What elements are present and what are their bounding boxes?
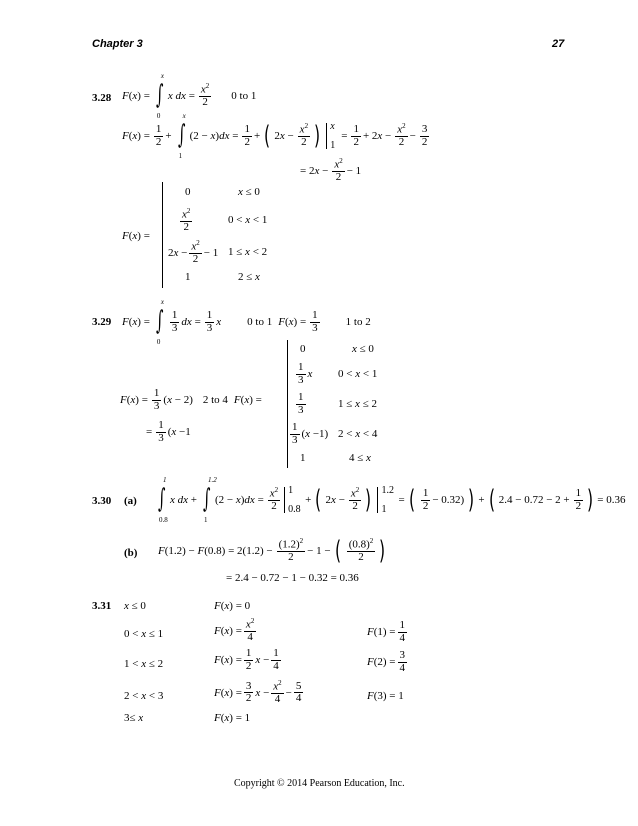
row-3-31-0-cond: x ≤ 0 [124,600,146,612]
case-3-29-3-expr: $\frac{1}{3}$ (x −1) [292,421,329,446]
row-3-31-3-cond: 2 < x < 3 [124,690,164,702]
case-3-28-2-cond: 1 ≤ x < 2 [228,246,268,258]
case-3-29-4-expr: 1 [300,452,306,464]
page-number: 27 [552,38,565,50]
case-3-29-0-cond: x ≤ 0 [352,343,374,355]
cases-brace-3-29 [287,340,288,468]
problem-number-3-28: 3.28 [92,92,112,104]
row-3-31-1-val: F(1) = $\frac{1}{4}$ [367,619,406,644]
case-3-28-2-expr: 2x − $\frac{x^2}{2}$ − 1 [168,239,219,266]
case-3-28-0-expr: 0 [185,186,191,198]
eq-3-28-line1: F(x) = ∫ x 0 x dx = $\frac{x^2}{2}$ 0 to 1 [122,72,257,120]
eq-3-28-line3: = 2x − $\frac{x^2}{2}$ − 1 [300,157,362,184]
case-3-29-3-cond: 2 < x < 4 [338,428,378,440]
case-3-29-1-cond: 0 < x < 1 [338,368,378,380]
case-3-28-3-cond: 2 ≤ x [238,271,260,283]
row-3-31-2-val: F(2) = $\frac{3}{4}$ [367,649,406,674]
problem-number-3-31: 3.31 [92,600,112,612]
problem-number-3-30: 3.30 [92,495,112,507]
chapter-header: Chapter 3 [92,38,143,50]
copyright-footer: Copyright © 2014 Pearson Education, Inc. [234,778,405,789]
case-3-28-3-expr: 1 [185,271,191,283]
eq-3-29-line1: F(x) = ∫ x 0 $\frac{1}{3}$ dx = $\frac{1}{3}$ x 0 to 1 F(x) = $\frac{1}{3}$ 1 to 2 [122,298,371,346]
row-3-31-4-cond: 3≤ x [124,712,144,724]
eq-3-30b-line1: F(1.2) − F(0.8) = 2(1.2) − $\frac{(1.2)^2}{2}$ − 1 − ( $\frac{(0.8)^2}{2}$ ) [158,536,386,566]
row-3-31-1-cond: 0 < x ≤ 1 [124,628,164,640]
eq-3-28-line2: F(x) = $\frac{1}{2}$ + ∫ x 1 (2 − x)dx = $\frac{1}{2}$ + ( 2x − $\frac{x^2}{2}$ ) x 1 = $\frac{1}{2}$ + 2x − $\frac{x^2}{2}$ − $\frac{3}{2}$ [122,112,428,160]
cases-brace-3-28 [162,182,163,288]
case-3-28-0-cond: x ≤ 0 [238,186,260,198]
eq-3-29-line3: = $\frac{1}{3}$ (x −1 [146,419,191,444]
case-3-29-1-expr: $\frac{1}{3}$ x [298,361,313,386]
row-3-31-2-F: F(x) = $\frac{1}{2}$ x − $\frac{1}{4}$ [214,647,279,672]
row-3-31-4-F: F(x) = 1 [214,712,251,724]
row-3-31-3-val: F(3) = 1 [367,690,404,702]
row-3-31-2-cond: 1 < x ≤ 2 [124,658,164,670]
part-a-label: (a) [124,495,137,507]
case-3-29-2-cond: 1 ≤ x ≤ 2 [338,398,377,410]
case-3-29-4-cond: 4 ≤ x [349,452,371,464]
eq-3-30b-line2: = 2.4 − 0.72 − 1 − 0.32 = 0.36 [226,572,359,584]
part-b-label: (b) [124,547,138,559]
eq-3-30a: ∫ 1 0.8 x dx + ∫ 1.2 1 (2 − x)dx = $\frac{x^2}{2}$ 1 0.8 + ( 2x − $\frac{x^2}{2}$ ) 1.2 1 = ( $\frac{1}{2}$ − 0.32) ) + ( 2.4 − 0.72 − 2 + $\frac{1}{2}$ ) = 0.36 [158,476,626,524]
row-3-31-1-F: F(x) = $\frac{x^2}{4}$ [214,617,255,644]
eq-3-29-line2: F(x) = $\frac{1}{3}$ (x − 2) 2 to 4 F(x) = [120,387,262,412]
eq-3-28-cases-label: F(x) = [122,230,150,242]
row-3-31-0-F: F(x) = 0 [214,600,251,612]
case-3-28-1-expr: $\frac{x^2}{2}$ [182,207,191,234]
case-3-29-2-expr: $\frac{1}{3}$ [298,391,304,416]
case-3-29-0-expr: 0 [300,343,306,355]
row-3-31-3-F: F(x) = $\frac{3}{2}$ x − $\frac{x^2}{4}$ − $\frac{5}{4}$ [214,679,302,706]
problem-number-3-29: 3.29 [92,316,112,328]
case-3-28-1-cond: 0 < x < 1 [228,214,268,226]
